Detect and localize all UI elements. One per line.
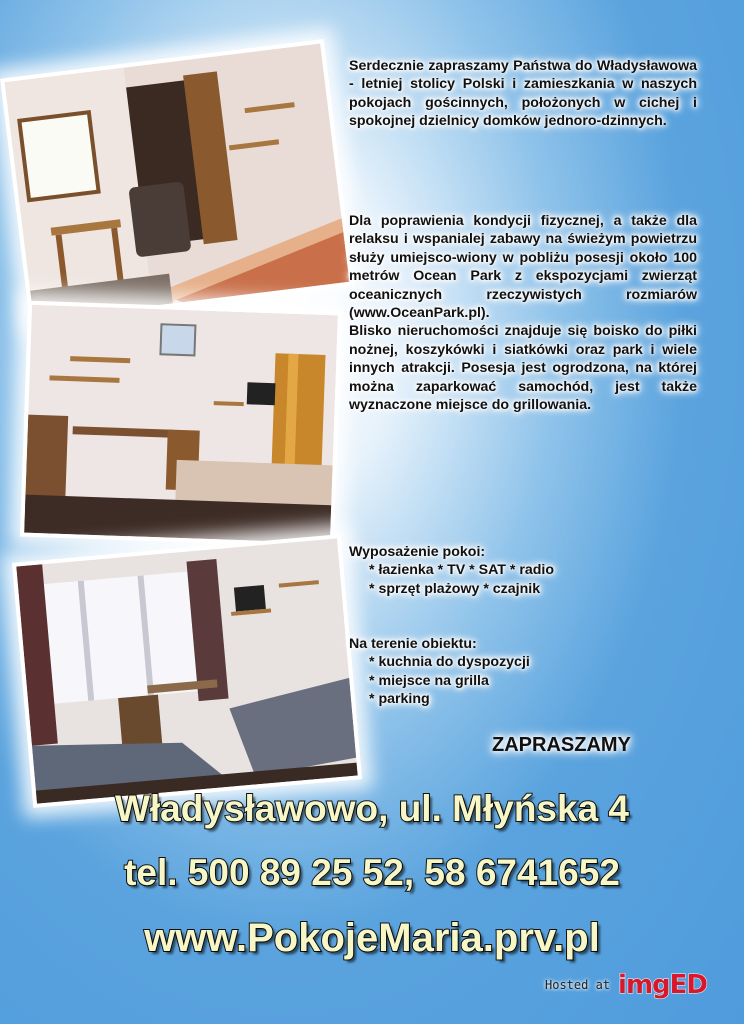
details-paragraph-1: Dla poprawienia kondycji fizycznej, a także dla relaksu i wspanialej zabawy na świeżym powietrzu służy umiejsco-wiony w pobliżu posesji około 100 metrów Ocean Park z ekspozycjami zwierząt oceanicznych rzeczywistych rozmiarów (www.OceanPark.pl). xyxy=(349,213,697,322)
room-photo-1-image xyxy=(5,44,350,321)
equipment-heading: Wyposażenie pokoi: xyxy=(349,544,486,560)
details-paragraph-2: Blisko nieruchomości znajduje się boisko do piłki nożnej, koszykówki i siatkówki oraz park i wiele innych atrakcji. Posesja jest ogrodzona, na której można zaparkować samochód, jest także wyznaczone miejsce do grillowania. xyxy=(349,323,697,414)
details-text xyxy=(349,212,697,414)
facilities-heading: Na terenie obiektu: xyxy=(349,636,477,652)
equipment-list xyxy=(349,561,697,598)
equipment-item: * łazienka * TV * SAT * radio xyxy=(369,562,555,579)
room-photo-3 xyxy=(12,534,362,808)
equipment-section xyxy=(349,543,697,598)
address-headline: Władysławowo, ul. Młyńska 4 xyxy=(114,788,630,829)
hosted-at-text: Hosted at xyxy=(545,978,611,992)
facilities-item: * miejsce na grilla xyxy=(369,672,489,689)
invite-label: ZAPRASZAMY xyxy=(492,734,631,756)
room-photo-2-image xyxy=(24,305,338,544)
imged-logo[interactable]: imgED xyxy=(618,970,707,1000)
room-photo-1 xyxy=(0,39,354,325)
intro-paragraph: Serdecznie zapraszamy Państwa do Władysławowa - letniej stolicy Polski i zamieszkania w naszych pokojach gościnnych, położonych w cichej i spokojnej dzielnicy domków jednoro-dzinnych. xyxy=(349,58,697,130)
facilities-item: * parking xyxy=(369,691,430,708)
website-headline[interactable]: www.PokojeMaria.prv.pl xyxy=(144,916,600,960)
facilities-list xyxy=(349,653,697,708)
facilities-section xyxy=(349,635,697,709)
facilities-item: * kuchnia do dyspozycji xyxy=(369,654,530,671)
hosting-credit[interactable] xyxy=(545,970,707,1000)
equipment-item: * sprzęt plażowy * czajnik xyxy=(369,580,541,597)
room-photo-2 xyxy=(20,301,342,548)
room-photo-3-image xyxy=(16,538,358,803)
phone-headline: tel. 500 89 25 52, 58 6741652 xyxy=(124,852,620,893)
intro-text xyxy=(349,57,697,131)
